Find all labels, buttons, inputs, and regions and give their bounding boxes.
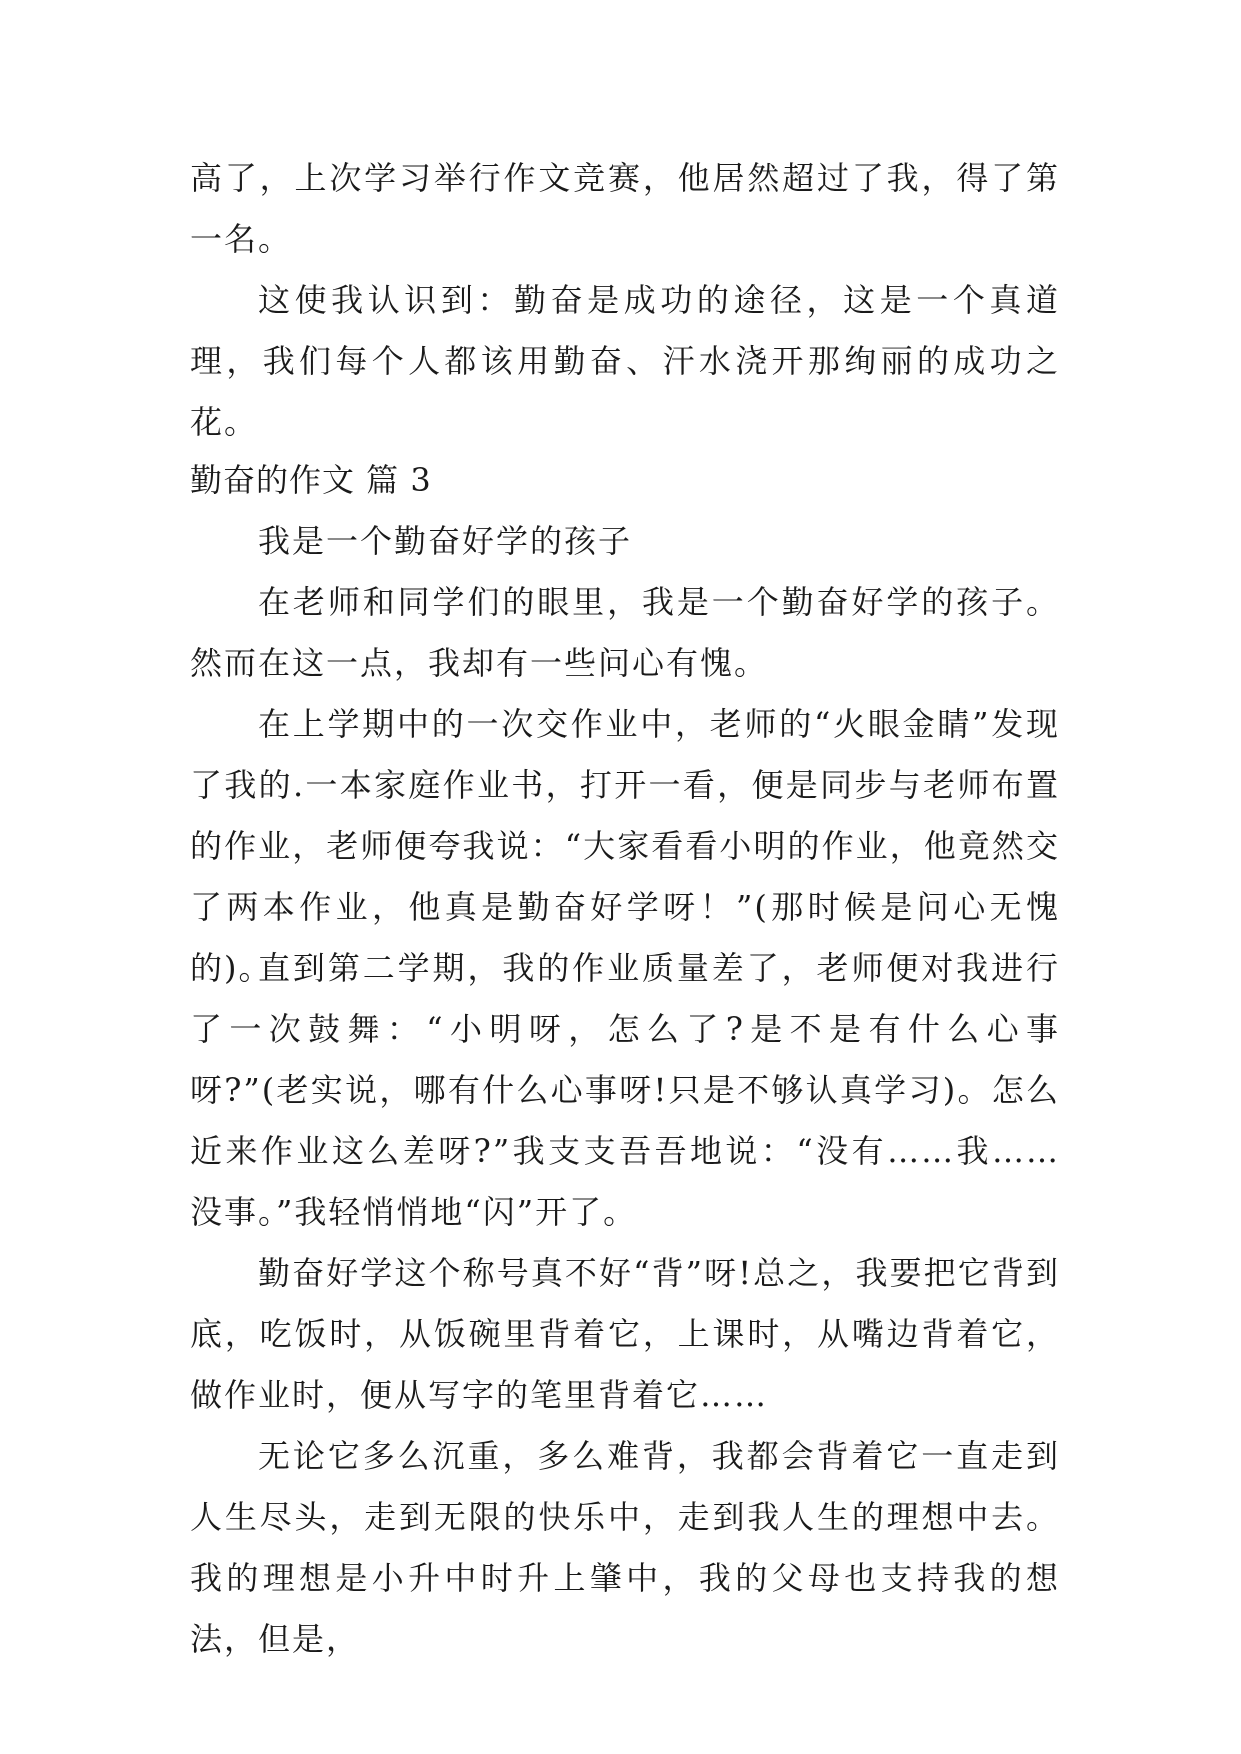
paragraph: 勤奋好学这个称号真不好“背”呀!总之，我要把它背到底，吃饭时，从饭碗里背着它，上课时，从嘴边背着它，做作业时，便从写字的笔里背着它…… — [190, 1254, 1060, 1414]
paragraph: 直到第二学期，我的作业质量差了，老师便对我进行了一次鼓舞：“小明呀，怎么了?是不是有什么心事呀?”(老实说，哪有什么心事呀!只是不够认真学习)。怎么近来作业这么差呀?”我支支吾吾地说：“没有……我……没事。”我轻悄悄地“闪”开了。 — [190, 949, 1060, 1231]
section-heading: 勤奋的作文 篇 3 — [190, 461, 432, 499]
paragraph: 在上学期中的一次交作业中，老师的“火眼金睛”发现了我的.一本家庭作业书，打开一看，便是同步与老师布置的作业，老师便夸我说：“大家看看小明的作业，他竟然交了两本作业，他真是勤奋好学呀！”(那时候是问心无愧的)。 — [190, 705, 1060, 987]
paragraph: 在老师和同学们的眼里，我是一个勤奋好学的孩子。然而在这一点，我却有一些问心有愧。 — [190, 583, 1060, 682]
paragraph: 无论它多么沉重，多么难背，我都会背着它一直走到人生尽头，走到无限的快乐中，走到我人生的理想中去。我的理想是小升中时升上肇中，我的父母也支持我的想法，但是， — [190, 1437, 1060, 1658]
paragraph-lesson: 这使我认识到：勤奋是成功的途径，这是一个真道理，我们每个人都该用勤奋、汗水浇开那绚丽的成功之花。 — [190, 281, 1060, 441]
paragraph-continued: 高了，上次学习举行作文竞赛，他居然超过了我，得了第一名。 — [190, 159, 1060, 258]
essay-title: 我是一个勤奋好学的孩子 — [258, 522, 633, 560]
